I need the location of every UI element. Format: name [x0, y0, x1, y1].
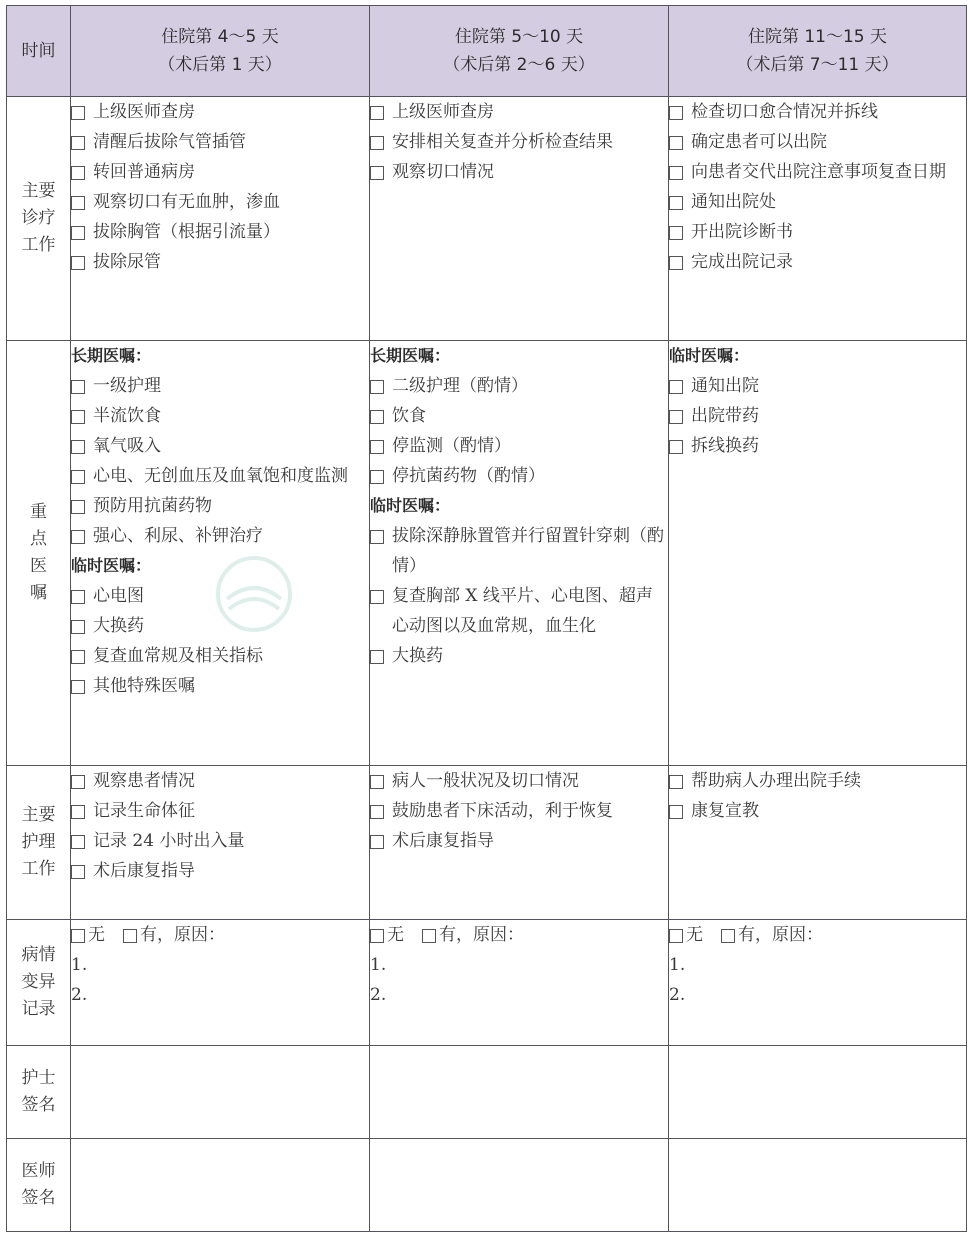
checklist-item	[669, 796, 966, 826]
column-header-line1: 住院第 4～5 天	[161, 27, 279, 47]
checkbox[interactable]	[71, 166, 85, 180]
checklist-item	[71, 247, 369, 277]
checkbox[interactable]	[669, 410, 683, 424]
checklist-item-text: 强心、利尿、补钾治疗	[93, 526, 263, 546]
checklist-item-text: 术后康复指导	[392, 831, 494, 851]
checklist-item-text: 清醒后拔除气管插管	[93, 132, 246, 152]
checklist-item-text: 观察切口情况	[392, 162, 494, 182]
checkbox[interactable]	[71, 226, 85, 240]
option-none-label: 无	[387, 925, 404, 945]
checklist-item	[669, 371, 966, 401]
checklist-item	[71, 127, 369, 157]
checkbox[interactable]	[370, 590, 384, 604]
checklist-item-text: 拔除尿管	[93, 252, 161, 272]
checklist-item	[71, 187, 369, 217]
row-label-line: 诊疗	[21, 208, 56, 228]
reason-line-2[interactable]: 2.	[71, 985, 88, 1005]
option-none-label: 无	[686, 925, 703, 945]
checklist-item-text: 其他特殊医嘱	[93, 676, 195, 696]
row-label-line: 点	[30, 529, 47, 549]
checklist-item	[370, 157, 668, 187]
checklist-item	[71, 856, 369, 886]
checkbox[interactable]	[370, 775, 384, 789]
checklist-item-text: 饮食	[392, 406, 426, 426]
checklist-item-text: 通知出院处	[691, 192, 776, 212]
reason-line-1[interactable]: 1.	[71, 955, 88, 975]
checkbox-yes[interactable]	[123, 929, 137, 943]
checklist-item-text: 安排相关复查并分析检查结果	[392, 132, 613, 152]
checkbox[interactable]	[71, 530, 85, 544]
temporary-orders-heading: 临时医嘱：	[71, 556, 152, 575]
doctor-signature-field[interactable]	[370, 1139, 669, 1232]
checkbox[interactable]	[669, 775, 683, 789]
nursing-day11-15-cell	[669, 766, 967, 920]
checklist-item-text: 转回普通病房	[93, 162, 195, 182]
temporary-orders-heading: 临时医嘱：	[370, 496, 451, 515]
checklist-item	[669, 247, 966, 277]
checklist-item-text: 记录生命体征	[93, 801, 195, 821]
checklist-item	[71, 371, 369, 401]
checklist-item	[370, 97, 668, 127]
diagnosis-day5-10-cell	[370, 97, 669, 341]
checklist-item-text: 向患者交代出院注意事项复查日期	[691, 162, 946, 182]
reason-line-2[interactable]: 2.	[370, 985, 387, 1005]
checkbox[interactable]	[370, 805, 384, 819]
row-label-nurse-signature	[7, 1046, 71, 1139]
checklist-item	[370, 826, 668, 856]
checkbox[interactable]	[370, 166, 384, 180]
checklist-item-text: 记录 24 小时出入量	[93, 831, 245, 851]
time-header: 时间	[7, 6, 71, 97]
checklist-item	[71, 157, 369, 187]
checklist-item	[370, 521, 668, 581]
checkbox[interactable]	[71, 680, 85, 694]
column-header-line2: （术后第 7～11 天）	[736, 55, 899, 75]
row-label-line: 签名	[21, 1095, 56, 1115]
nursing-day4-5-cell	[71, 766, 370, 920]
checklist-item	[370, 431, 668, 461]
checklist-item-text: 上级医师查房	[93, 102, 195, 122]
variance-day4-5-cell	[71, 920, 370, 1046]
checkbox[interactable]	[370, 106, 384, 120]
variance-options	[71, 920, 369, 950]
checkbox-none[interactable]	[370, 929, 384, 943]
checklist-item	[71, 521, 369, 551]
diagnosis-day4-5-cell	[71, 97, 370, 341]
checklist-item	[71, 97, 369, 127]
checkbox[interactable]	[71, 500, 85, 514]
column-header-day5-10	[370, 6, 669, 97]
checklist-item-text: 帮助病人办理出院手续	[691, 771, 861, 791]
row-label-line: 工作	[21, 235, 56, 255]
checklist-item	[669, 766, 966, 796]
checklist-item	[71, 796, 369, 826]
checklist-item-text: 拔除深静脉置管并行留置针穿刺（酌情）	[392, 526, 664, 576]
checkbox[interactable]	[71, 590, 85, 604]
variance-day11-15-cell	[669, 920, 967, 1046]
checkbox[interactable]	[71, 620, 85, 634]
checkbox[interactable]	[71, 470, 85, 484]
column-header-line1: 住院第 11～15 天	[747, 27, 888, 47]
column-header-line1: 住院第 5～10 天	[454, 27, 584, 47]
checklist-item	[370, 581, 668, 641]
doctor-signature-field[interactable]	[669, 1139, 967, 1232]
doctor-signature-row	[7, 1139, 967, 1232]
checklist-item-text: 心电、无创血压及血氧饱和度监测	[93, 466, 348, 486]
checklist-item	[71, 461, 369, 491]
option-none-label: 无	[88, 925, 105, 945]
checkbox[interactable]	[370, 530, 384, 544]
checklist-item	[71, 641, 369, 671]
checklist-item	[370, 766, 668, 796]
row-label-line: 记录	[21, 999, 56, 1019]
checkbox[interactable]	[669, 380, 683, 394]
orders-day5-10-cell	[370, 341, 669, 766]
temporary-orders-heading: 临时医嘱：	[669, 346, 750, 365]
row-label-line: 工作	[21, 859, 56, 879]
checkbox[interactable]	[370, 136, 384, 150]
checklist-item	[71, 401, 369, 431]
checkbox[interactable]	[370, 470, 384, 484]
nurse-signature-field[interactable]	[71, 1046, 370, 1139]
checklist-item	[669, 431, 966, 461]
row-label-line: 护士	[21, 1068, 56, 1088]
checklist-item-text: 氧气吸入	[93, 436, 161, 456]
variance-day5-10-cell	[370, 920, 669, 1046]
checklist-item-text: 半流饮食	[93, 406, 161, 426]
checklist-item	[71, 826, 369, 856]
checkbox[interactable]	[669, 166, 683, 180]
reason-line-2[interactable]: 2.	[669, 985, 686, 1005]
nurse-signature-field[interactable]	[669, 1046, 967, 1139]
checklist-item-text: 病人一般状况及切口情况	[392, 771, 579, 791]
checklist-item	[669, 187, 966, 217]
checklist-item-text: 通知出院	[691, 376, 759, 396]
orders-day11-15-cell	[669, 341, 967, 766]
checklist-item	[669, 217, 966, 247]
row-label-line: 重	[30, 502, 47, 522]
orders-day4-5-cell	[71, 341, 370, 766]
checklist-item	[71, 431, 369, 461]
checklist-item-text: 心电图	[93, 586, 144, 606]
row-label-line: 嘱	[30, 583, 47, 603]
checkbox[interactable]	[370, 410, 384, 424]
checklist-item-text: 康复宣教	[691, 801, 759, 821]
checkbox[interactable]	[669, 196, 683, 210]
checkbox[interactable]	[669, 440, 683, 454]
checkbox[interactable]	[71, 650, 85, 664]
checklist-item	[669, 401, 966, 431]
clinical-pathway-table	[6, 5, 967, 1232]
checklist-item	[71, 766, 369, 796]
checklist-item	[370, 401, 668, 431]
diagnosis-day11-15-cell	[669, 97, 967, 341]
checklist-item	[370, 371, 668, 401]
nurse-signature-field[interactable]	[370, 1046, 669, 1139]
option-yes-label: 有，原因：	[140, 925, 225, 945]
checkbox[interactable]	[71, 256, 85, 270]
row-label-line: 签名	[21, 1188, 56, 1208]
checklist-item-text: 观察切口有无血肿，渗血	[93, 192, 280, 212]
checklist-item	[669, 127, 966, 157]
checkbox[interactable]	[669, 226, 683, 240]
variance-options	[370, 920, 668, 950]
variance-row	[7, 920, 967, 1046]
checklist-item-text: 复查胸部 X 线平片、心电图、超声心动图以及血常规，血生化	[392, 586, 653, 636]
checklist-item	[370, 641, 668, 671]
row-label-diagnosis	[7, 97, 71, 341]
checklist-item-text: 完成出院记录	[691, 252, 793, 272]
column-header-line2: （术后第 1 天）	[158, 55, 282, 75]
checklist-item-text: 开出院诊断书	[691, 222, 793, 242]
orders-row	[7, 341, 967, 766]
header-row	[7, 6, 967, 97]
checklist-item-text: 上级医师查房	[392, 102, 494, 122]
checklist-item-text: 拆线换药	[691, 436, 759, 456]
column-header-day4-5	[71, 6, 370, 97]
row-label-line: 主要	[21, 181, 56, 201]
checklist-item-text: 停监测（酌情）	[392, 436, 511, 456]
row-label-doctor-signature	[7, 1139, 71, 1232]
row-label-variance	[7, 920, 71, 1046]
option-yes-label: 有，原因：	[738, 925, 823, 945]
row-label-line: 医师	[21, 1161, 56, 1181]
nursing-day5-10-cell	[370, 766, 669, 920]
checklist-item	[669, 97, 966, 127]
long-term-orders-heading: 长期医嘱：	[71, 346, 152, 365]
checkbox[interactable]	[71, 380, 85, 394]
checkbox[interactable]	[669, 805, 683, 819]
doctor-signature-field[interactable]	[71, 1139, 370, 1232]
checklist-item-text: 确定患者可以出院	[691, 132, 827, 152]
checkbox[interactable]	[71, 865, 85, 879]
checkbox[interactable]	[71, 106, 85, 120]
checklist-item-text: 检查切口愈合情况并拆线	[691, 102, 878, 122]
checklist-item-text: 一级护理	[93, 376, 161, 396]
checklist-item-text: 术后康复指导	[93, 861, 195, 881]
checklist-item-text: 观察患者情况	[93, 771, 195, 791]
checklist-item-text: 拔除胸管（根据引流量）	[93, 222, 280, 242]
checkbox[interactable]	[71, 805, 85, 819]
row-label-nursing	[7, 766, 71, 920]
variance-options	[669, 920, 966, 950]
checkbox-none[interactable]	[71, 929, 85, 943]
checkbox[interactable]	[71, 410, 85, 424]
checkbox[interactable]	[71, 196, 85, 210]
checkbox[interactable]	[370, 380, 384, 394]
checkbox[interactable]	[669, 256, 683, 270]
checklist-item-text: 二级护理（酌情）	[392, 376, 528, 396]
row-label-orders	[7, 341, 71, 766]
row-label-line: 护理	[21, 832, 56, 852]
checkbox[interactable]	[71, 775, 85, 789]
checkbox[interactable]	[370, 440, 384, 454]
nurse-signature-row	[7, 1046, 967, 1139]
checklist-item	[71, 217, 369, 247]
long-term-orders-heading: 长期医嘱：	[370, 346, 451, 365]
option-yes-label: 有，原因：	[439, 925, 524, 945]
column-header-line2: （术后第 2～6 天）	[443, 55, 595, 75]
checklist-item	[71, 611, 369, 641]
checklist-item-text: 鼓励患者下床活动，利于恢复	[392, 801, 613, 821]
checkbox[interactable]	[71, 136, 85, 150]
checkbox[interactable]	[370, 650, 384, 664]
checkbox[interactable]	[71, 440, 85, 454]
checklist-item-text: 预防用抗菌药物	[93, 496, 212, 516]
row-label-line: 病情	[21, 945, 56, 965]
checkbox-yes[interactable]	[422, 929, 436, 943]
checkbox[interactable]	[370, 835, 384, 849]
checkbox-yes[interactable]	[721, 929, 735, 943]
checklist-item	[71, 491, 369, 521]
checklist-item-text: 大换药	[392, 646, 443, 666]
row-label-line: 变异	[21, 972, 56, 992]
reason-line-1[interactable]: 1.	[669, 955, 686, 975]
checklist-item	[370, 127, 668, 157]
row-label-line: 主要	[21, 805, 56, 825]
reason-line-1[interactable]: 1.	[370, 955, 387, 975]
checklist-item	[370, 796, 668, 826]
checkbox[interactable]	[669, 106, 683, 120]
diagnosis-row	[7, 97, 967, 341]
nursing-row	[7, 766, 967, 920]
column-header-day11-15	[669, 6, 967, 97]
checklist-item-text: 出院带药	[691, 406, 759, 426]
checkbox-none[interactable]	[669, 929, 683, 943]
checklist-item	[71, 581, 369, 611]
checklist-item-text: 复查血常规及相关指标	[93, 646, 263, 666]
checkbox[interactable]	[71, 835, 85, 849]
checkbox[interactable]	[669, 136, 683, 150]
row-label-line: 医	[30, 556, 47, 576]
checklist-item	[669, 157, 966, 187]
checklist-item	[71, 671, 369, 701]
checklist-item-text: 停抗菌药物（酌情）	[392, 466, 545, 486]
checklist-item	[370, 461, 668, 491]
checklist-item-text: 大换药	[93, 616, 144, 636]
